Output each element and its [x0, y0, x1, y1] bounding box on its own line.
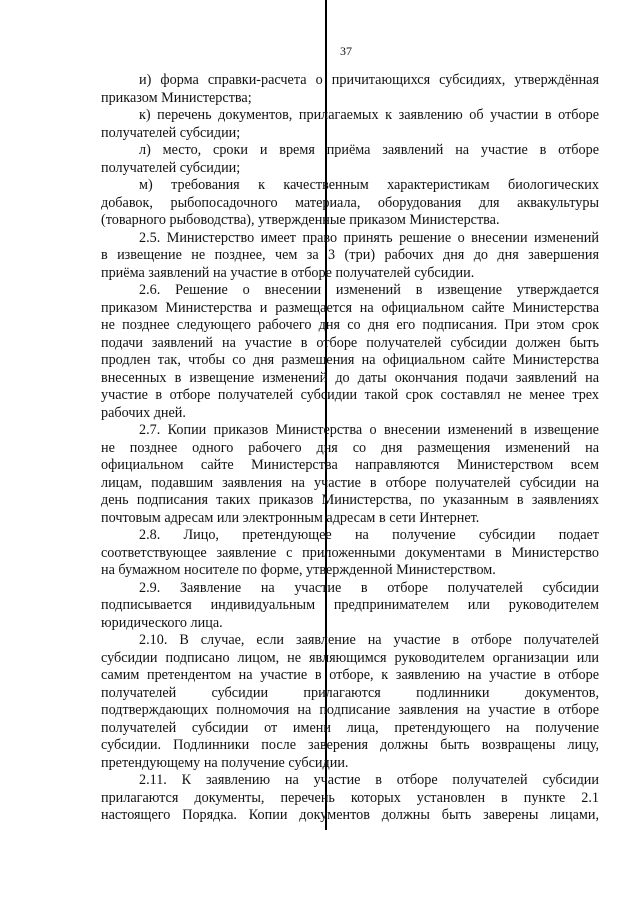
- text-line: добавок, рыбопосадочного материала, оборудования для аквакультуры: [101, 194, 599, 211]
- text-line: 2.8. Лицо, претендующее на получение субсидии подает: [139, 527, 599, 543]
- text-line: участие в отборе получателей субсидии такой срок составлял не менее трех: [101, 387, 599, 403]
- text-line: продлен так, чтобы со дня размещения на официальном сайте Министерства: [101, 352, 599, 368]
- text-line: на бумажном носителе по форме, утвержденной Министерством.: [101, 562, 496, 578]
- text-line: субсидии подписано лицом, не являющимся руководителем организации или: [101, 649, 599, 666]
- text-line: м) требования к качественным характеристикам биологических: [139, 177, 599, 193]
- text-line: официальном сайте Министерства направляются Министерством всем: [101, 457, 599, 473]
- page-number: 37: [340, 44, 352, 58]
- text-line: соответствующее заявление с приложенными документами в Министерство: [101, 544, 599, 561]
- text-line: приказом Министерства;: [101, 89, 252, 106]
- text-line: 2.7. Копии приказов Министерства о внесении изменений в извещение: [139, 422, 599, 438]
- text-line: подписывается индивидуальным предпринимателем или руководителем: [101, 597, 599, 613]
- text-line: лицам, подавшим заявления на участие в отборе получателей субсидии на: [101, 474, 599, 491]
- text-line: подтверждающих полномочия на подписание заявления на участие в отборе: [101, 702, 599, 718]
- text-line: 2.6. Решение о внесении изменений в извещение утверждается: [139, 282, 599, 298]
- text-line: юридического лица.: [101, 614, 223, 631]
- text-line: (товарного рыбоводства), утвержденные приказом Министерства.: [101, 212, 500, 228]
- text-line: 2.5. Министерство имеет право принять решение о внесении изменений: [139, 229, 599, 246]
- text-line: приказом Министерства и размещается на официальном сайте Министерства: [101, 299, 599, 316]
- text-line: претендующему на получение субсидии.: [101, 754, 349, 771]
- text-line: не позднее одного рабочего дня со дня размещения изменений на: [101, 439, 599, 456]
- text-line: л) место, сроки и время приёма заявлений на участие в отборе: [139, 142, 599, 158]
- text-line: самим претендентом на участие в отборе, к заявлению на участие в отборе: [101, 667, 599, 683]
- text-line: почтовым адресам или электронным адресам в сети Интернет.: [101, 509, 480, 526]
- text-line: получателей субсидии прилагаются подлинники документов,: [101, 684, 599, 701]
- text-line: 2.11. К заявлению на участие в отборе получателей субсидии: [139, 772, 599, 788]
- text-line: прилагаются документы, перечень которых установлен в пункте 2.1: [101, 789, 599, 806]
- text-line: к) перечень документов, прилагаемых к заявлению об участии в отборе: [139, 107, 599, 123]
- text-line: день подписания таких приказов Министерства, по указанным в заявлениях: [101, 492, 599, 508]
- text-line: субсидии. Подлинники после заверения должны быть возвращены лицу,: [101, 737, 599, 753]
- document-body: [101, 72, 599, 825]
- text-line: 2.10. В случае, если заявление на участие в отборе получателей: [139, 632, 599, 648]
- text-line: не позднее следующего рабочего дня со дня его подписания. При этом срок: [101, 317, 599, 333]
- text-line: получателей субсидии;: [101, 159, 241, 176]
- text-line: в извещение не позднее, чем за 3 (три) рабочих дня до дня завершения: [101, 247, 599, 263]
- text-line: и) форма справки-расчета о причитающихся субсидиях, утверждённая: [139, 72, 599, 88]
- text-line: получателей субсидии;: [101, 124, 241, 141]
- text-line: 2.9. Заявление на участие в отборе получателей субсидии: [139, 579, 599, 596]
- text-line: рабочих дней.: [101, 404, 186, 421]
- text-line: внесенных в извещение изменений до даты окончания подачи заявлений на: [101, 369, 599, 386]
- text-line: получателей субсидии от имени лица, претендующего на получение: [101, 719, 599, 736]
- text-line: подачи заявлений на участие в отборе получателей субсидии должен быть: [101, 334, 599, 351]
- text-line: настоящего Порядка. Копии документов должны быть заверены лицами,: [101, 807, 599, 823]
- text-line: приёма заявлений на участие в отборе получателей субсидии.: [101, 264, 475, 281]
